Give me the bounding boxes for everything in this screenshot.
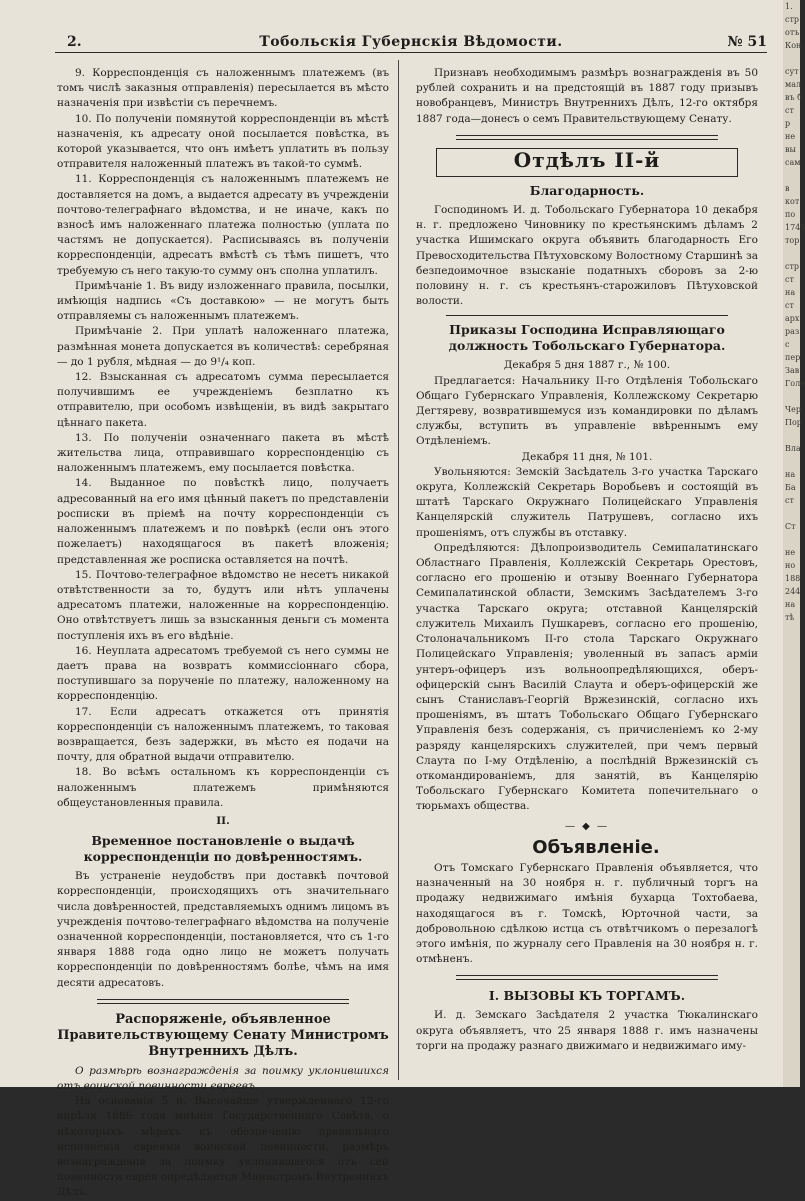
edge-fragment: Голе (785, 379, 805, 388)
edge-fragment: стр (785, 262, 800, 271)
edge-fragment: пер (785, 353, 801, 362)
ornament-divider: — ◆ — (564, 820, 610, 832)
edge-fragment: тѣ (785, 613, 795, 622)
announcement-title: Объявленіе. (532, 836, 660, 858)
rule-paragraph: 11. Корреспонденція съ наложеннымъ платежемъ не доставляется на домъ, а выдается адресату въ учрежденіи почтово-телеграфнаго вѣдомства, и не иначе, какъ по взносѣ имъ наложеннаго платежа полностью (уплата по частямъ не допускается). Расписываясь въ полученіи корреспонденціи, адресатъ вмѣстѣ съ тѣмъ пишетъ, что требуемую съ него такую-то сумму онъ сполна уплатилъ. (57, 173, 389, 277)
divider (446, 315, 728, 316)
edge-fragment: сут (785, 67, 799, 76)
announcement-text: Отъ Томскаго Губернскаго Правленія объявляется, что назначенный на 30 ноября н. г. публичный торгъ на продажу недвижимаго имѣнія бухарца Тохтобаева, находящагося въ г. Томскѣ, Юрточной части, за добровольною сдѣлкою истца съ отвѣтчикомъ о перезалогѣ этого имѣнія, по журналу сего Правленія на 30 ноября н. г. отмѣненъ. (416, 861, 758, 966)
department-heading (436, 148, 738, 177)
rule-paragraph: 16. Неуплата адресатомъ требуемой съ него суммы не даетъ права на возвратъ коммиссіоннаго сбора, поступившаго за порученіе по платежу, наложенному на корреспонденцію. (57, 644, 389, 703)
edge-fragment: р (785, 119, 791, 128)
edge-fragment (785, 390, 800, 403)
edge-fragment: кот (785, 197, 800, 206)
order-subtitle: О размѣрѣ вознагражденія за поимку уклонившихся отъ воинской повинности евреевъ. (57, 1064, 389, 1092)
auctions-text: И. д. Земскаго Засѣдателя 2 участка Тюкалинскаго округа объявляетъ, что 25 января 1888 г. имъ назначены торги на продажу разнаго движимаго и недвижимаго иму- (416, 1009, 758, 1052)
rule-paragraph: 10. По полученіи помянутой корреспонденціи въ мѣстѣ назначенія, къ адресату оной посылается повѣстка, въ которой указывается, что онъ имѣетъ уплатить въ пользу отправителя наложенный платежъ въ такой-то суммѣ. (57, 112, 389, 171)
edge-fragment: с (785, 340, 790, 349)
edge-fragment: отъ (785, 28, 800, 37)
rule-paragraph: 13. По полученіи означеннаго пакета въ мѣстѣ жительства лица, отправившаго корреспонденцію съ наложеннымъ платежемъ, ему посылается повѣстка. (57, 431, 389, 475)
edge-fragment: сам (785, 158, 801, 167)
edge-fragment: ст (785, 496, 794, 505)
issue-number: № 51 (727, 34, 767, 50)
rule-paragraph: 17. Если адресатъ откажется отъ принятія корреспонденціи съ наложеннымъ платежемъ, то таковая возвращается, безъ задержки, въ мѣсто ея подачи на почту, для обратной выдачи отправителю. (57, 705, 389, 764)
divider (97, 999, 349, 1004)
edge-fragment: на (785, 470, 796, 479)
edge-fragment: но (785, 561, 796, 570)
edge-fragment: 1. (785, 2, 793, 11)
right-column (416, 66, 758, 1054)
edge-fragment: мал (785, 80, 802, 89)
newspaper-title: Тобольскія Губернскія Вѣдомости. (259, 34, 563, 50)
edge-fragment: ст (785, 275, 794, 284)
edge-fragment: не (785, 132, 796, 141)
edge-fragment: стр (785, 15, 800, 24)
edge-fragment: вы (785, 145, 796, 154)
edge-fragment: Ба (785, 483, 796, 492)
column-divider (398, 60, 399, 1080)
section-text: Въ устраненіе неудобствъ при доставкѣ почтовой корреспонденціи, происходящихъ отъ значительнаго числа довѣренностей, представляемыхъ однимъ лицомъ въ учрежденія почтово-телеграфнаго вѣдомства на полученіе означенной корреспонденціи, постановляется, что съ 1-го января 1888 года одно лицо не можетъ получать корреспонденціи по довѣренностямъ болѣе, чѣмъ на имя десяти адресатовъ. (57, 870, 389, 989)
edge-fragment: ст (785, 301, 794, 310)
edge-fragment: Кон (785, 41, 802, 50)
gratitude-title: Благодарность. (529, 183, 645, 199)
order-title: Распоряженіе, объявленное Правительствующему Сенату Министромъ Внутреннихъ Дѣлъ. (57, 1011, 389, 1059)
edge-fragment: 188 (785, 574, 801, 583)
gratitude-text: Господиномъ И. д. Тобольскаго Губернатора 10 декабря н. г. предложено Чиновнику по крестьянскимъ дѣламъ 2 участка Ишимскаго округа объявить благодарность Его Превосходительства Пѣтуховскому Волостному Старшинѣ за безпедоимочное взысканіе податныхъ сборовъ за 2-ю половину н. г. съ крестьянъ-старожиловъ Пѣтуховской волости. (416, 204, 758, 308)
order-100-head: Декабря 5 дня 1887 г., № 100. (503, 359, 671, 372)
edge-fragment: арх (785, 314, 800, 323)
edge-fragment: ст (785, 106, 794, 115)
edge-fragment: 244 (785, 587, 801, 596)
edge-fragment: по (785, 210, 796, 219)
order-101-text-1: Увольняются: Земскій Засѣдатель 3-го участка Тарскаго округа, Коллежскій Секретарь Воробьевъ и состоящій въ штатѣ Тарскаго Окружнаго Полицейскаго Управленія Канцелярскій служитель Патрушевъ, согласно ихъ прошеніямъ, отъ службы въ отставку. (416, 465, 758, 539)
edge-fragment: Вла (785, 444, 801, 453)
adjacent-page-edge (783, 0, 805, 1087)
rule-paragraph: Примѣчаніе 2. При уплатѣ наложеннаго платежа, размѣнная монета допускается въ количествѣ: серебряная — до 1 рубля, мѣдная — до 9¹/₄ коп. (57, 325, 389, 368)
edge-fragment (785, 247, 800, 260)
rule-paragraph: 18. Во всѣмъ остальномъ къ корреспонденціи съ наложеннымъ платежемъ примѣняются общеустановленныя правила. (57, 766, 389, 809)
edge-fragment (785, 455, 800, 468)
order-101-head: Декабря 11 дня, № 101. (521, 450, 653, 463)
section-roman: II. (216, 814, 230, 827)
order-101-text-2: Опредѣляются: Дѣлопроизводитель Семипалатинскаго Областнаго Правленія, Коллежскій Секретарь Орестовъ, согласно его прошенію и отзыву Военнаго Губернатора Семипалатинской области, Земскимъ Засѣдателемъ 3-го участка Тарскаго округа; отставной Канцелярскій служитель Михаилъ Пушкаревъ, согласно его прошенію, Столоначальникомъ II-го стола Тарскаго Окружнаго Полицейскаго Управленія; уволенный въ запасъ арміи унтеръ-офицеръ изъ вольноопредѣляющихся, оберъ-офицерскій сынъ Василій Слаута и оберъ-офицерскій же сынъ Станиславъ-Георгій Вржезинскій, согласно ихъ прошеніямъ, въ штатъ Тобольскаго Общаго Губернскаго Управленія безъ содержанія, съ причисленіемъ ко 2-му разряду канцелярскихъ служителей, при чемъ первый Слаута по I-му Отдѣленію, а послѣдній Вржезинскій съ откомандированіемъ, для занятій, въ Канцелярію Тобольскаго Губернскаго Комитета попечительнаго о тюрьмахъ общества. (416, 541, 758, 813)
edge-fragment (785, 169, 800, 182)
edge-fragment (785, 507, 800, 520)
rule-paragraph: 12. Взысканная съ адресатомъ сумма пересылается получившимъ ее учрежденіемъ безплатно къ отправителю, при особомъ извѣщеніи, въ видѣ закрытаго цѣннаго пакета. (57, 371, 389, 429)
page-number: 2. (67, 34, 82, 50)
rule-paragraph: Примѣчаніе 1. Въ виду изложеннаго правила, посылки, имѣющія надпись «Съ доставкою» — не могутъ быть отправляемы съ наложеннымъ платежемъ. (57, 279, 389, 323)
edge-fragment: 1745 (785, 223, 805, 232)
edge-fragment: на (785, 600, 796, 609)
order-100-text: Предлагается: Начальнику II-го Отдѣленія Тобольскаго Общаго Губернскаго Управленія, Коллежскому Секретарю Дегтяреву, возвратившемуся изъ командировки по дѣламъ службы, вступить въ управленіе ввѣреннымъ ему Отдѣленіемъ. (416, 374, 758, 448)
edge-fragment: въ б (785, 93, 802, 102)
left-column (57, 66, 389, 1201)
orders-title: Приказы Господина Исправляющаго должность Тобольскаго Губернатора. (448, 322, 726, 354)
rule-paragraph: 9. Корреспонденція съ наложеннымъ платежемъ (въ томъ числѣ заказныя отправленія) пересылается въ мѣсто назначенія при извѣстіи съ перечнемъ. (57, 67, 389, 110)
top-text: Признавъ необходимымъ размѣръ вознагражденія въ 50 рублей сохранить и на предстоящій въ 1887 году призывъ новобранцевъ, Министръ Внутреннихъ Дѣлъ, 12-го октября 1887 года—донесъ о семъ Правительствующему Сенату. (416, 67, 758, 125)
divider (456, 975, 718, 980)
edge-fragment: Ст (785, 522, 796, 531)
edge-fragment: Зав (785, 366, 800, 375)
edge-fragment (785, 533, 800, 546)
postal-rules-list (57, 66, 389, 811)
edge-fragment (785, 429, 800, 442)
edge-fragment: раз (785, 327, 800, 336)
page-header (55, 32, 767, 53)
edge-fragment: в (785, 184, 790, 193)
divider (456, 135, 718, 140)
auctions-title: I. ВЫЗОВЫ КЪ ТОРГАМЪ. (488, 988, 686, 1004)
edge-fragment: тор (785, 236, 800, 245)
order-text: На основаніи 5 п. Высочайше утвержденнаго 12-го апрѣля 1886 года мнѣнія Государственнаго Совѣта, о нѣкоторыхъ мѣрахъ къ обезпеченію правильнаго исполненія евреями воинской повинности, размѣръ вознагражденія за поимку уклонившагося отъ сей повинности еврея опредѣляется Министромъ Внутреннихъ Дѣлъ. (57, 1095, 389, 1199)
rule-paragraph: 14. Выданное по повѣсткѣ лицо, получаетъ адресованный на его имя цѣнный пакетъ по представленіи росписки въ пріемѣ на почту корреспонденціи съ наложеннымъ платежемъ и по повѣркѣ (если онъ этого пожелаетъ) находящагося въ пакетѣ вложенія; представленная же росписка оставляется на почтѣ. (57, 477, 389, 566)
edge-fragment: на (785, 288, 796, 297)
section-title: Временное постановленіе о выдачѣ корреспонденціи по довѣренностямъ. (83, 833, 363, 865)
edge-fragment: Чер (785, 405, 802, 414)
edge-fragment (785, 52, 800, 65)
rule-paragraph: 15. Почтово-телеграфное вѣдомство не несетъ никакой отвѣтственности за то, будутъ или нѣтъ уплачены адресатомъ платежи, наложенные на корреспонденцію. Оно отвѣтствуетъ лишь за взысканныя деньги съ момента поступленія ихъ въ его вѣдѣніе. (57, 568, 389, 642)
department-title: Отдѣлъ II-й (513, 147, 661, 172)
edge-fragment: не (785, 548, 796, 557)
edge-fragment: Пор (785, 418, 802, 427)
